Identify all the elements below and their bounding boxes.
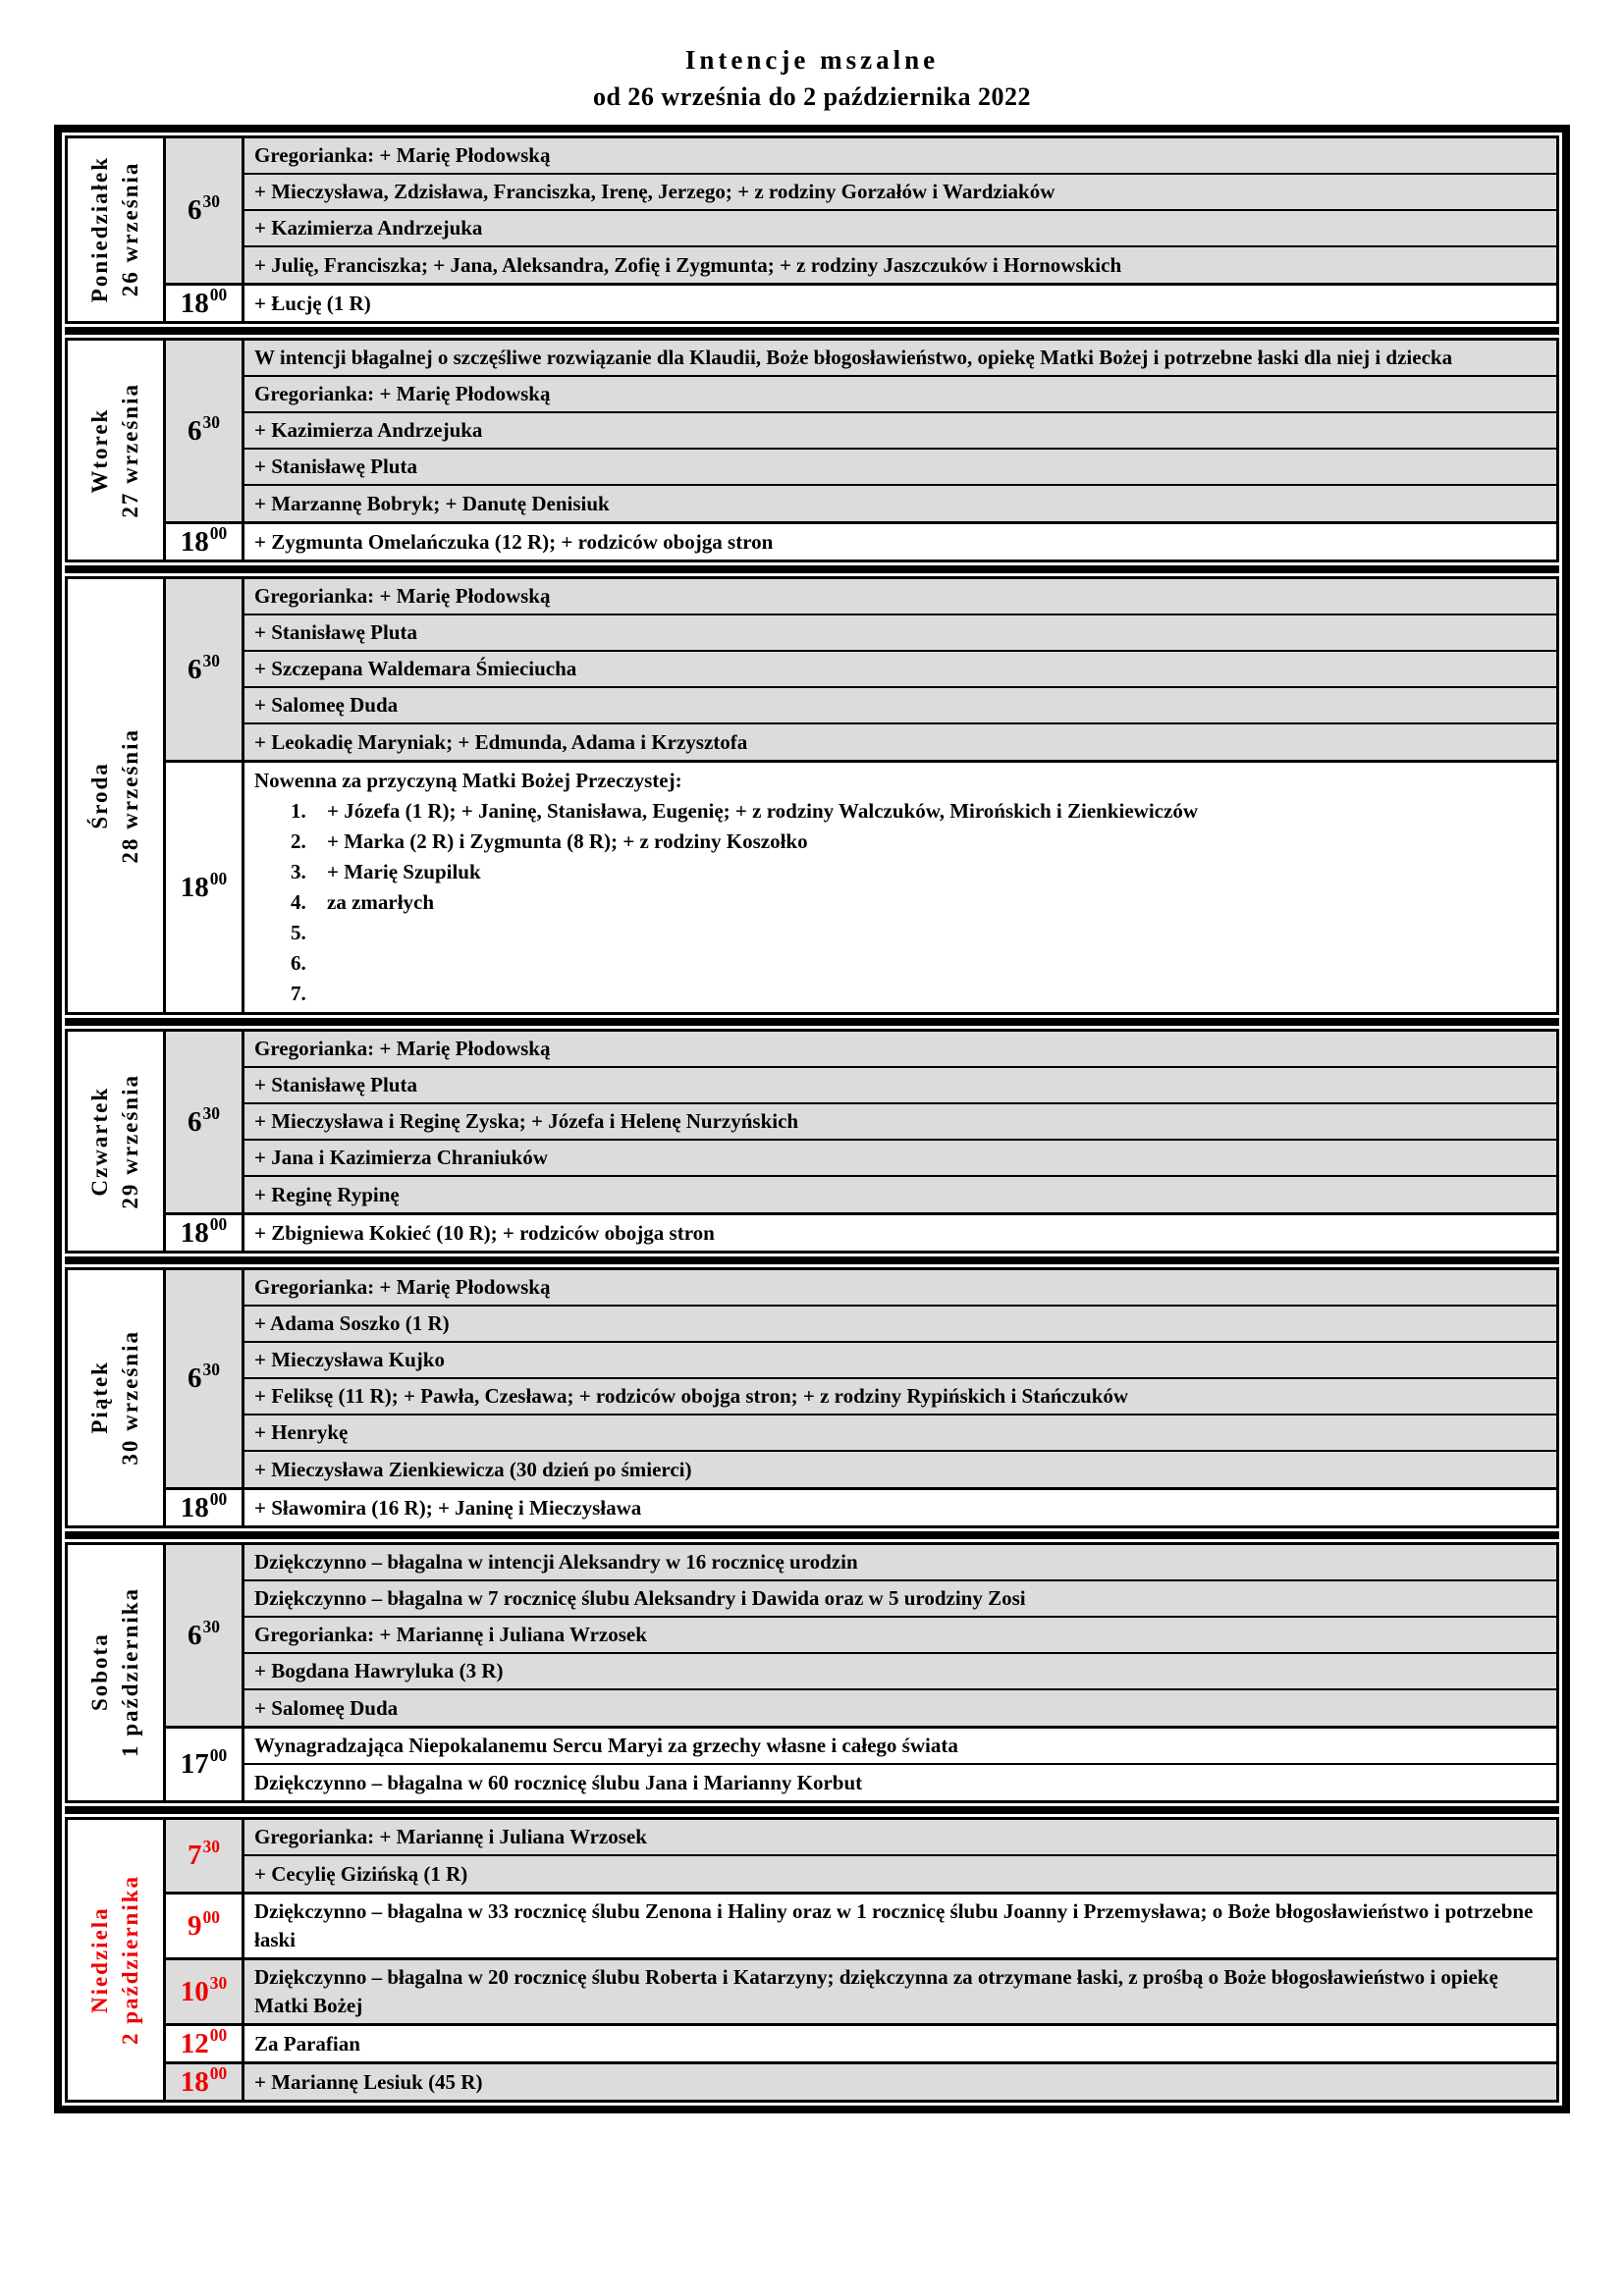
intentions	[244, 1270, 1556, 1487]
day-block	[65, 1029, 1559, 1254]
intentions	[244, 1895, 1556, 1957]
intention-row: + Stanisławę Pluta	[244, 450, 1556, 486]
time-hour: 18	[180, 525, 209, 558]
mass-time	[166, 1270, 244, 1487]
intentions	[244, 1820, 1556, 1892]
nowenna-header: Nowenna za przyczyną Matki Bożej Przeczystej:	[254, 769, 682, 792]
intention-row: Wynagradzająca Niepokalanemu Sercu Maryi za grzechy własne i całego świata	[244, 1729, 1556, 1765]
intentions	[244, 341, 1556, 521]
time-minutes: 00	[202, 1906, 220, 1927]
intention-row: + Julię, Franciszka; + Jana, Aleksandra, Zofię i Zygmunta; + z rodziny Jaszczuków i Hornowskich	[244, 247, 1556, 283]
time-hour: 12	[180, 2027, 209, 2059]
nowenna-item	[311, 979, 1546, 1009]
mass-session	[166, 1545, 1556, 1729]
mass-time	[166, 341, 244, 521]
time-minutes: 00	[209, 868, 228, 888]
intention-row: Gregorianka: + Mariannę i Juliana Wrzosek	[244, 1820, 1556, 1856]
sessions	[166, 138, 1556, 321]
time-hour: 6	[188, 653, 202, 685]
intention-row: Dziękczynno – błagalna w 20 rocznicę ślubu Roberta i Katarzyny; dziękczynna za otrzymane łaski, z prośbą o Boże błogosławieństwo i opiekę Matki Bożej	[244, 1960, 1556, 2023]
intentions	[244, 1960, 1556, 2023]
intention-row	[244, 763, 1556, 1012]
day-name: Środa	[87, 762, 113, 829]
day-label-text	[84, 1330, 145, 1466]
time-minutes: 30	[209, 1972, 228, 1993]
intention-row: + Feliksę (11 R); + Pawła, Czesława; + rodziców obojga stron; + z rodziny Rypińskich i Stańczuków	[244, 1379, 1556, 1415]
mass-session	[166, 1490, 1556, 1525]
time-hour: 6	[188, 1619, 202, 1651]
intentions	[244, 1032, 1556, 1212]
mass-time	[166, 1545, 244, 1726]
intention-row: + Stanisławę Pluta	[244, 1068, 1556, 1104]
day-date: 2 października	[118, 1874, 143, 2046]
intention-row: Gregorianka: + Marię Płodowską	[244, 1032, 1556, 1068]
sessions	[166, 1270, 1556, 1525]
time-minutes: 00	[209, 522, 228, 543]
mass-time	[166, 286, 244, 321]
intentions	[244, 1490, 1556, 1525]
day-label	[68, 341, 166, 560]
day-label	[68, 1270, 166, 1525]
time-hour: 17	[180, 1748, 209, 1780]
sessions	[166, 1032, 1556, 1251]
mass-time	[166, 1960, 244, 2023]
intention-row: Dziękczynno – błagalna w 60 rocznicę ślubu Jana i Marianny Korbut	[244, 1765, 1556, 1800]
intention-row: Gregorianka: + Marię Płodowską	[244, 138, 1556, 175]
day-block	[65, 135, 1559, 324]
intention-row: + Adama Soszko (1 R)	[244, 1307, 1556, 1343]
sessions	[166, 341, 1556, 560]
time-minutes: 30	[202, 1102, 220, 1123]
time-minutes: 30	[202, 1360, 220, 1380]
day-label-text	[84, 728, 145, 864]
mass-session	[166, 2026, 1556, 2064]
nowenna-item: 3. + Marię Szupiluk	[311, 857, 1546, 887]
mass-time	[166, 1895, 244, 1957]
intentions	[244, 763, 1556, 1012]
mass-session	[166, 1895, 1556, 1960]
time-hour: 9	[188, 1909, 202, 1942]
intention-row: + Reginę Rypinę	[244, 1177, 1556, 1212]
intentions	[244, 2026, 1556, 2061]
day-label-text	[84, 1587, 145, 1757]
intention-row: + Kazimierza Andrzejuka	[244, 413, 1556, 450]
intentions	[244, 1215, 1556, 1251]
intention-row: + Stanisławę Pluta	[244, 615, 1556, 652]
time-hour: 18	[180, 1491, 209, 1523]
intention-row: Dziękczynno – błagalna w 7 rocznicę ślubu Aleksandry i Dawida oraz w 5 urodziny Zosi	[244, 1581, 1556, 1618]
intention-row: W intencji błagalnej o szczęśliwe rozwiązanie dla Klaudii, Boże błogosławieństwo, opiekę Matki Bożej i potrzebne łaski dla niej i dziecka	[244, 341, 1556, 377]
day-name: Piątek	[87, 1361, 113, 1435]
day-separator	[65, 1256, 1559, 1264]
mass-session	[166, 138, 1556, 286]
intention-row: + Salomeę Duda	[244, 1690, 1556, 1726]
day-date: 27 września	[118, 382, 143, 518]
intention-row: + Mieczysława Kujko	[244, 1343, 1556, 1379]
intention-row: + Salomeę Duda	[244, 688, 1556, 724]
mass-session	[166, 579, 1556, 763]
time-hour: 6	[188, 1362, 202, 1394]
intentions	[244, 138, 1556, 283]
mass-time	[166, 1215, 244, 1251]
mass-session	[166, 1729, 1556, 1800]
time-minutes: 30	[202, 650, 220, 670]
day-block	[65, 1542, 1559, 1803]
mass-session	[166, 1960, 1556, 2026]
nowenna-item: 1. + Józefa (1 R); + Janinę, Stanisława, Eugenię; + z rodziny Walczuków, Mirońskich i Zienkiewiczów	[311, 796, 1546, 827]
day-block	[65, 576, 1559, 1015]
day-name: Niedziela	[87, 1906, 113, 2013]
time-hour: 18	[180, 871, 209, 903]
mass-time	[166, 138, 244, 283]
day-separator	[65, 1531, 1559, 1539]
day-separator	[65, 327, 1559, 335]
day-date: 29 września	[118, 1073, 143, 1209]
time-hour: 10	[180, 1975, 209, 2007]
mass-time	[166, 1820, 244, 1892]
intention-row: + Sławomira (16 R); + Janinę i Mieczysława	[244, 1490, 1556, 1525]
intentions	[244, 1729, 1556, 1800]
time-hour: 6	[188, 194, 202, 226]
time-minutes: 00	[209, 1213, 228, 1234]
intention-row: + Leokadię Maryniak; + Edmunda, Adama i Krzysztofa	[244, 724, 1556, 760]
day-name: Czwartek	[87, 1086, 113, 1197]
time-minutes: 00	[209, 1745, 228, 1766]
mass-time	[166, 1490, 244, 1525]
time-hour: 7	[188, 1840, 202, 1871]
day-name: Poniedziałek	[87, 156, 113, 303]
day-label	[68, 1032, 166, 1251]
nowenna-item: 4. za zmarłych	[311, 887, 1546, 918]
time-hour: 18	[180, 2065, 209, 2098]
day-label-text	[84, 1875, 145, 2045]
time-minutes: 30	[202, 1837, 220, 1857]
time-minutes: 30	[202, 1616, 220, 1636]
intentions	[244, 579, 1556, 760]
time-minutes: 00	[209, 2024, 228, 2045]
day-block	[65, 1817, 1559, 2103]
time-minutes: 00	[209, 284, 228, 304]
time-hour: 6	[188, 414, 202, 447]
nowenna-item: 2. + Marka (2 R) i Zygmunta (8 R); + z rodziny Koszołko	[311, 827, 1546, 857]
day-name: Wtorek	[87, 407, 113, 493]
day-name: Sobota	[87, 1633, 113, 1712]
day-label-text	[84, 383, 145, 518]
intention-row: + Łucję (1 R)	[244, 286, 1556, 321]
time-hour: 6	[188, 1105, 202, 1138]
day-label-text	[84, 156, 145, 302]
intention-row: + Zbigniewa Kokieć (10 R); + rodziców obojga stron	[244, 1215, 1556, 1251]
mass-time	[166, 763, 244, 1012]
day-separator	[65, 565, 1559, 573]
day-label-text	[84, 1074, 145, 1209]
day-date: 26 września	[118, 162, 143, 297]
intention-row: Dziękczynno – błagalna w 33 rocznicę ślubu Zenona i Haliny oraz w 1 rocznicę ślubu Joanny i Przemysława; o Boże błogosławieństwo i potrzebne łaski	[244, 1895, 1556, 1957]
day-label	[68, 1820, 166, 2100]
mass-time	[166, 1729, 244, 1800]
intentions	[244, 286, 1556, 321]
mass-session	[166, 2064, 1556, 2100]
mass-time	[166, 1032, 244, 1212]
mass-session	[166, 286, 1556, 321]
mass-session	[166, 763, 1556, 1012]
intention-row: + Zygmunta Omelańczuka (12 R); + rodziców obojga stron	[244, 524, 1556, 560]
intention-row: Gregorianka: + Marię Płodowską	[244, 1270, 1556, 1307]
day-block	[65, 1267, 1559, 1528]
nowenna-item	[311, 948, 1546, 979]
intentions	[244, 2064, 1556, 2100]
mass-session	[166, 1032, 1556, 1215]
intentions	[244, 1545, 1556, 1726]
mass-session	[166, 1270, 1556, 1490]
day-label	[68, 138, 166, 321]
time-minutes: 00	[209, 1488, 228, 1509]
day-separator	[65, 1018, 1559, 1026]
nowenna-list	[254, 796, 1546, 1009]
intention-row: + Marzannę Bobryk; + Danutę Denisiuk	[244, 486, 1556, 521]
sessions	[166, 579, 1556, 1012]
day-label	[68, 579, 166, 1012]
page-title: Intencje mszalne	[684, 45, 940, 75]
mass-time	[166, 2026, 244, 2061]
mass-session	[166, 1215, 1556, 1251]
schedule-table	[54, 125, 1570, 2113]
intentions	[244, 524, 1556, 560]
day-date: 28 września	[118, 727, 143, 864]
time-hour: 18	[180, 287, 209, 319]
time-minutes: 00	[209, 2062, 228, 2083]
sessions	[166, 1820, 1556, 2100]
intention-row: + Mieczysława i Reginę Zyska; + Józefa i Helenę Nurzyńskich	[244, 1104, 1556, 1141]
nowenna-item	[311, 918, 1546, 948]
day-date: 1 października	[118, 1587, 143, 1758]
intention-row: + Bogdana Hawryluka (3 R)	[244, 1654, 1556, 1690]
day-label	[68, 1545, 166, 1800]
time-minutes: 30	[202, 191, 220, 212]
sessions	[166, 1545, 1556, 1800]
intention-row: + Jana i Kazimierza Chraniuków	[244, 1141, 1556, 1177]
intention-row: + Mieczysława, Zdzisława, Franciszka, Irenę, Jerzego; + z rodziny Gorzałów i Wardziaków	[244, 175, 1556, 211]
intention-row: Gregorianka: + Mariannę i Juliana Wrzosek	[244, 1618, 1556, 1654]
intention-row: + Henrykę	[244, 1415, 1556, 1452]
intention-row: + Kazimierza Andrzejuka	[244, 211, 1556, 247]
mass-time	[166, 2064, 244, 2100]
mass-time	[166, 579, 244, 760]
day-date: 30 września	[118, 1330, 143, 1466]
intention-row: + Szczepana Waldemara Śmieciucha	[244, 652, 1556, 688]
day-block	[65, 338, 1559, 562]
intention-row: + Mariannę Lesiuk (45 R)	[244, 2064, 1556, 2100]
mass-session	[166, 524, 1556, 560]
mass-time	[166, 524, 244, 560]
intention-row: Dziękczynno – błagalna w intencji Aleksandry w 16 rocznicę urodzin	[244, 1545, 1556, 1581]
time-hour: 18	[180, 1216, 209, 1249]
intention-row: Za Parafian	[244, 2026, 1556, 2061]
intention-row: Gregorianka: + Marię Płodowską	[244, 579, 1556, 615]
mass-session	[166, 341, 1556, 524]
intention-row: + Mieczysława Zienkiewicza (30 dzień po śmierci)	[244, 1452, 1556, 1487]
intention-row: + Cecylię Gizińską (1 R)	[244, 1856, 1556, 1892]
intention-row: Gregorianka: + Marię Płodowską	[244, 377, 1556, 413]
mass-session	[166, 1820, 1556, 1895]
page-subtitle: od 26 września do 2 października 2022	[592, 82, 1032, 111]
day-separator	[65, 1806, 1559, 1814]
time-minutes: 30	[202, 411, 220, 432]
